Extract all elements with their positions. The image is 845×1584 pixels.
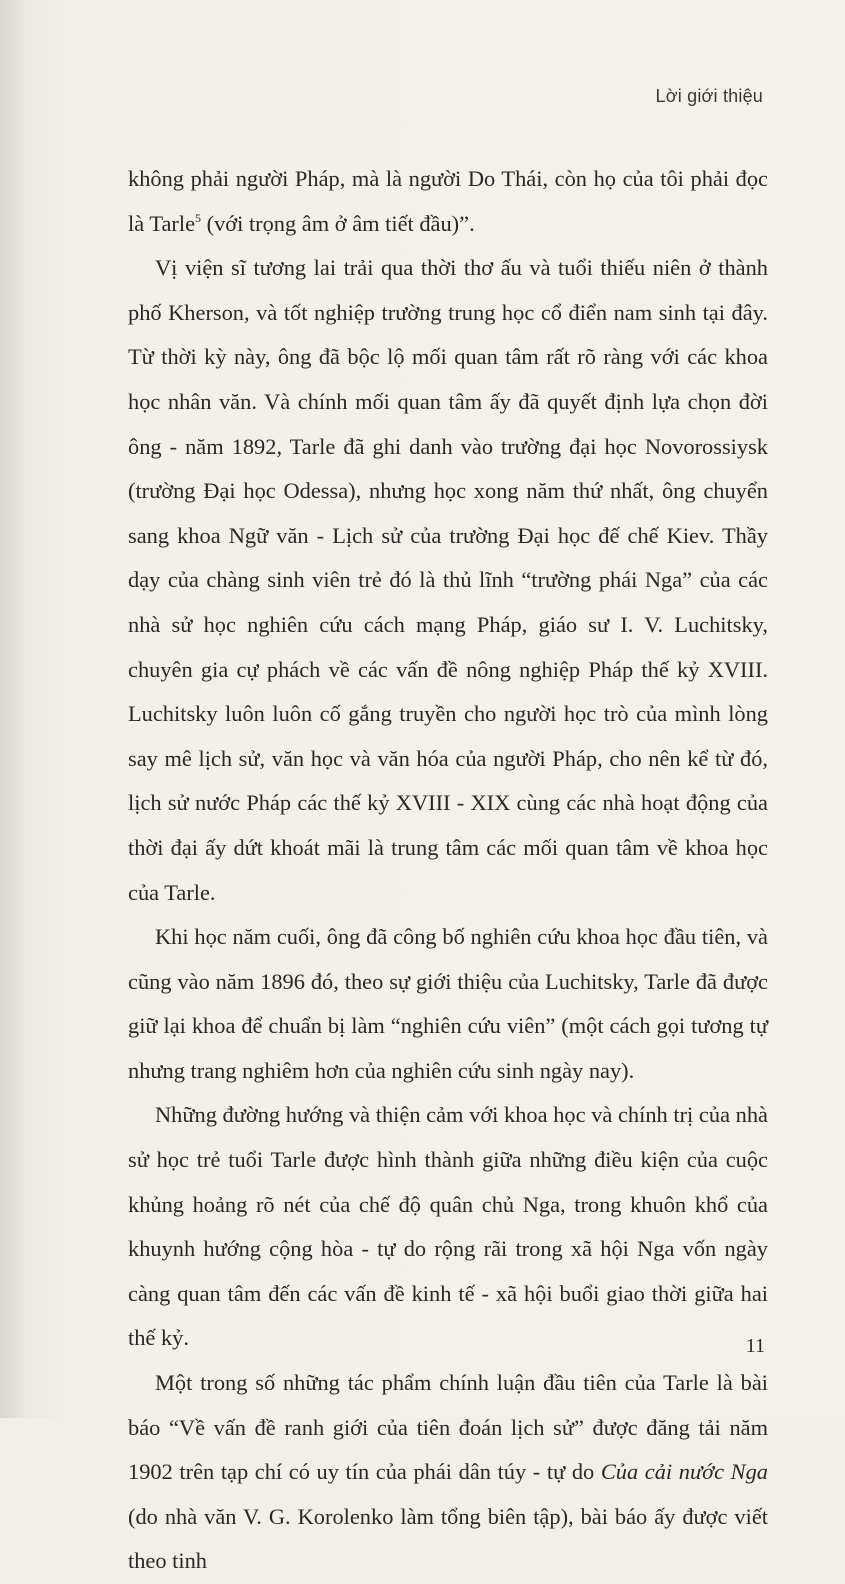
body-text: [128, 157, 768, 1584]
journal-title: Của cải nước Nga: [600, 1459, 769, 1485]
paragraph-text: (do nhà văn V. G. Korolenko làm tổng biên tập), bài báo ấy được viết theo tinh: [128, 1503, 768, 1574]
paragraph-text: (với trọng âm ở âm tiết đầu)”.: [201, 210, 475, 236]
paragraph-continuation: [128, 157, 768, 246]
paragraph: [128, 1361, 768, 1584]
paragraph: Những đường hướng và thiện cảm với khoa học và chính trị của nhà sử học trẻ tuổi Tarle được hình thành giữa những điều kiện của cuộc khủng hoảng rõ nét của chế độ quân chủ Nga, trong khuôn khổ của khuynh hướng cộng hòa - tự do rộng rãi trong xã hội Nga vốn ngày càng quan tâm đến các vấn đề kinh tế - xã hội buổi giao thời giữa hai thế kỷ.: [128, 1102, 768, 1351]
footnote-marker: 5: [195, 210, 202, 225]
paragraph: Vị viện sĩ tương lai trải qua thời thơ ấu và tuổi thiếu niên ở thành phố Kherson, và tốt nghiệp trường trung học cổ điển nam sinh tại đây. Từ thời kỳ này, ông đã bộc lộ mối quan tâm rất rõ ràng với các khoa học nhân văn. Và chính mối quan tâm ấy đã quyết định lựa chọn đời ông - năm 1892, Tarle đã ghi danh vào trường đại học Novorossiysk (trường Đại học Odessa), nhưng học xong năm thứ nhất, ông chuyển sang khoa Ngữ văn - Lịch sử của trường Đại học đế chế Kiev. Thầy dạy của chàng sinh viên trẻ đó là thủ lĩnh “trường phái Nga” của các nhà sử học nghiên cứu cách mạng Pháp, giáo sư I. V. Luchitsky, chuyên gia cự phách về các vấn đề nông nghiệp Pháp thế kỷ XVIII. Luchitsky luôn luôn cố gắng truyền cho người học trò của mình lòng say mê lịch sử, văn học và văn hóa của người Pháp, cho nên kể từ đó, lịch sử nước Pháp các thế kỷ XVIII - XIX cùng các nhà hoạt động của thời đại ấy dứt khoát mãi là trung tâm các mối quan tâm về khoa học của Tarle.: [128, 255, 768, 905]
running-header: Lời giới thiệu: [655, 86, 763, 106]
paragraph: Khi học năm cuối, ông đã công bố nghiên cứu khoa học đầu tiên, và cũng vào năm 1896 đó, theo sự giới thiệu của Luchitsky, Tarle đã được giữ lại khoa để chuẩn bị làm “nghiên cứu viên” (một cách gọi tương tự nhưng trang nghiêm hơn của nghiên cứu sinh ngày nay).: [128, 924, 768, 1083]
paragraph-text: không phải người Pháp, mà là người Do Thái, còn họ của tôi phải đọc là Tarle: [128, 166, 768, 236]
paragraph-text: Một trong số những tác phẩm chính luận đầu tiên của Tarle là bài báo “Về vấn đề ranh giới của tiên đoán lịch sử” được đăng tải năm 1902 trên tạp chí có uy tín của phái dân túy - tự do: [128, 1370, 768, 1485]
page-number: 11: [745, 1335, 765, 1357]
